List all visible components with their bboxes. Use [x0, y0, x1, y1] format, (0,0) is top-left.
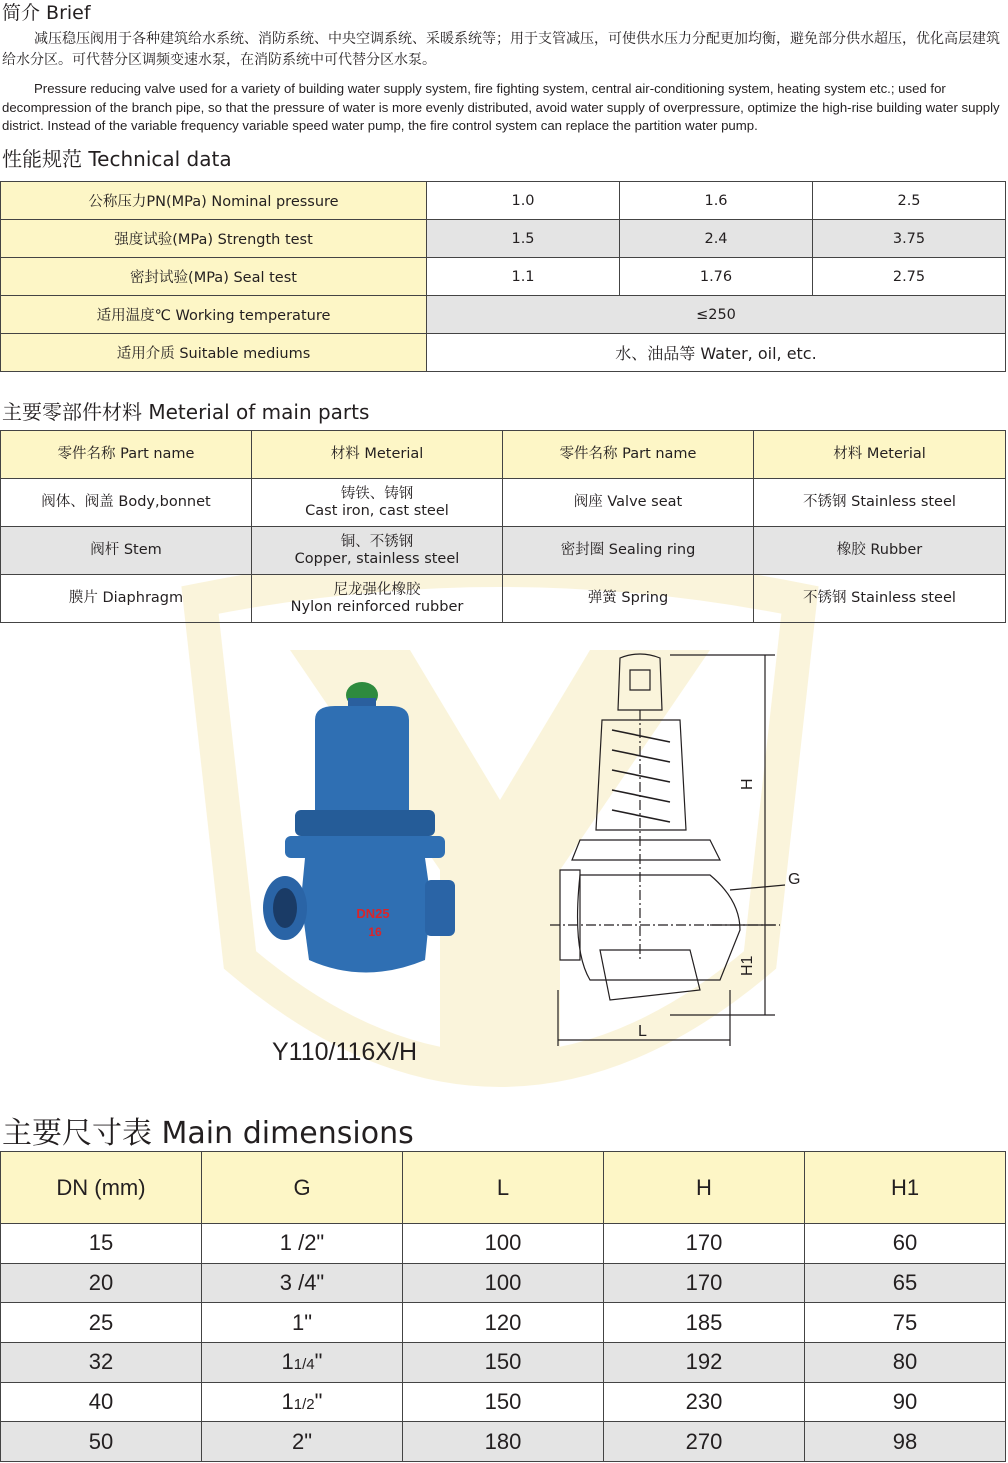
table-row	[1, 182, 1006, 220]
dn-cell: 20	[1, 1263, 202, 1303]
table-row	[1, 1422, 1006, 1462]
value-cell: 1.0	[427, 182, 620, 220]
table-row	[1, 1382, 1006, 1422]
h1-cell: 60	[805, 1224, 1006, 1264]
column-header: L	[403, 1152, 604, 1224]
value-cell: 2.5	[813, 182, 1006, 220]
row-label: 公称压力PN(MPa) Nominal pressure	[1, 182, 427, 220]
table-row	[1, 258, 1006, 296]
h1-cell: 80	[805, 1343, 1006, 1383]
table-row	[1, 1343, 1006, 1383]
table-row	[1, 1224, 1006, 1264]
l-cell: 100	[403, 1224, 604, 1264]
h-cell: 170	[604, 1224, 805, 1264]
column-header: 材料 Meterial	[754, 431, 1006, 479]
h1-cell: 90	[805, 1382, 1006, 1422]
dimension-label-g: G	[788, 871, 801, 888]
column-header: H	[604, 1152, 805, 1224]
column-header: 材料 Meterial	[252, 431, 503, 479]
value-cell: 1.1	[427, 258, 620, 296]
part-name-cell: 阀座 Valve seat	[503, 479, 754, 527]
g-cell: 11/2"	[202, 1382, 403, 1422]
table-row	[1, 527, 1006, 575]
dimension-label-l: L	[638, 1023, 647, 1040]
brief-heading: 简介 Brief	[2, 2, 91, 24]
g-cell: 11/4"	[202, 1343, 403, 1383]
technical-data-heading: 性能规范 Technical data	[2, 147, 232, 171]
h-cell: 230	[604, 1382, 805, 1422]
row-label: 强度试验(MPa) Strength test	[1, 220, 427, 258]
dn-cell: 40	[1, 1382, 202, 1422]
h1-cell: 98	[805, 1422, 1006, 1462]
part-name-cell: 阀杆 Stem	[1, 527, 252, 575]
g-cell: 1 /2"	[202, 1224, 403, 1264]
value-cell: 3.75	[813, 220, 1006, 258]
column-header: 零件名称 Part name	[503, 431, 754, 479]
material-cell: 尼龙强化橡胶 Nylon reinforced rubber	[252, 575, 503, 623]
part-name-cell: 阀体、阀盖 Body,bonnet	[1, 479, 252, 527]
table-row	[1, 334, 1006, 372]
row-label: 密封试验(MPa) Seal test	[1, 258, 427, 296]
g-cell: 3 /4"	[202, 1263, 403, 1303]
g-cell: 2"	[202, 1422, 403, 1462]
l-cell: 100	[403, 1263, 604, 1303]
h-cell: 185	[604, 1303, 805, 1343]
column-header: G	[202, 1152, 403, 1224]
h-cell: 170	[604, 1263, 805, 1303]
material-cell: 不锈钢 Stainless steel	[754, 575, 1006, 623]
dimension-label-h1: H1	[739, 955, 756, 976]
material-cell: 铜、不锈钢 Copper, stainless steel	[252, 527, 503, 575]
part-name-cell: 弹簧 Spring	[503, 575, 754, 623]
brief-chinese-text: 减压稳压阀用于各种建筑给水系统、消防系统、中央空调系统、采暖系统等；用于支管减压，可使供水压力分配更加均衡，避免部分供水超压，优化高层建筑给水分区。可代替分区调频变速水泵，在消防系统中可代替分区水泵。	[2, 31, 1000, 68]
l-cell: 150	[403, 1382, 604, 1422]
dimensions-heading: 主要尺寸表 Main dimensions	[2, 1116, 414, 1151]
table-row	[1, 575, 1006, 623]
table-header-row	[1, 431, 1006, 479]
valve-cross-section-drawing	[550, 650, 812, 1052]
value-cell: 2.4	[620, 220, 813, 258]
dn-cell: 32	[1, 1343, 202, 1383]
part-name-cell: 膜片 Diaphragm	[1, 575, 252, 623]
table-row	[1, 220, 1006, 258]
value-cell: 1.76	[620, 258, 813, 296]
dimension-label-h: H	[739, 778, 756, 790]
dn-cell: 25	[1, 1303, 202, 1343]
dn-cell: 15	[1, 1224, 202, 1264]
l-cell: 180	[403, 1422, 604, 1462]
h1-cell: 65	[805, 1263, 1006, 1303]
table-row	[1, 479, 1006, 527]
l-cell: 120	[403, 1303, 604, 1343]
l-cell: 150	[403, 1343, 604, 1383]
column-header: 零件名称 Part name	[1, 431, 252, 479]
value-cell: 1.6	[620, 182, 813, 220]
row-label: 适用介质 Suitable mediums	[1, 334, 427, 372]
material-cell: 铸铁、铸钢 Cast iron, cast steel	[252, 479, 503, 527]
dimensions-table	[0, 1151, 1006, 1462]
valve-product-photo	[255, 670, 485, 1010]
table-row	[1, 1263, 1006, 1303]
row-label: 适用温度℃ Working temperature	[1, 296, 427, 334]
table-header-row	[1, 1152, 1006, 1224]
part-name-cell: 密封圈 Sealing ring	[503, 527, 754, 575]
table-row	[1, 1303, 1006, 1343]
value-cell: ≤250	[427, 296, 1006, 334]
body-marking-top: DN25	[356, 906, 390, 921]
g-cell: 1"	[202, 1303, 403, 1343]
h-cell: 192	[604, 1343, 805, 1383]
material-cell: 不锈钢 Stainless steel	[754, 479, 1006, 527]
materials-table	[0, 430, 1006, 623]
h1-cell: 75	[805, 1303, 1006, 1343]
materials-heading: 主要零部件材料 Meterial of main parts	[2, 400, 370, 424]
body-marking-bottom: 16	[368, 925, 382, 939]
column-header: DN (mm)	[1, 1152, 202, 1224]
dn-cell: 50	[1, 1422, 202, 1462]
material-cell: 橡胶 Rubber	[754, 527, 1006, 575]
value-cell: 水、油品等 Water, oil, etc.	[427, 334, 1006, 372]
value-cell: 2.75	[813, 258, 1006, 296]
product-model-label: Y110/116X/H	[272, 1038, 418, 1066]
value-cell: 1.5	[427, 220, 620, 258]
column-header: H1	[805, 1152, 1006, 1224]
technical-data-table	[0, 181, 1006, 372]
table-row	[1, 296, 1006, 334]
h-cell: 270	[604, 1422, 805, 1462]
brief-english-text: Pressure reducing valve used for a variety of building water supply system, fire fighting system, central air-conditioning system, heating system etc.; used for decompression of the branch pipe, so that the pressure of water is more evenly distributed, avoid water supply of overpressure, optimize the high-rise building water supply district. Instead of the variable frequency variable speed water pump, the fire control system can replace the partition water pump.	[2, 81, 1000, 133]
